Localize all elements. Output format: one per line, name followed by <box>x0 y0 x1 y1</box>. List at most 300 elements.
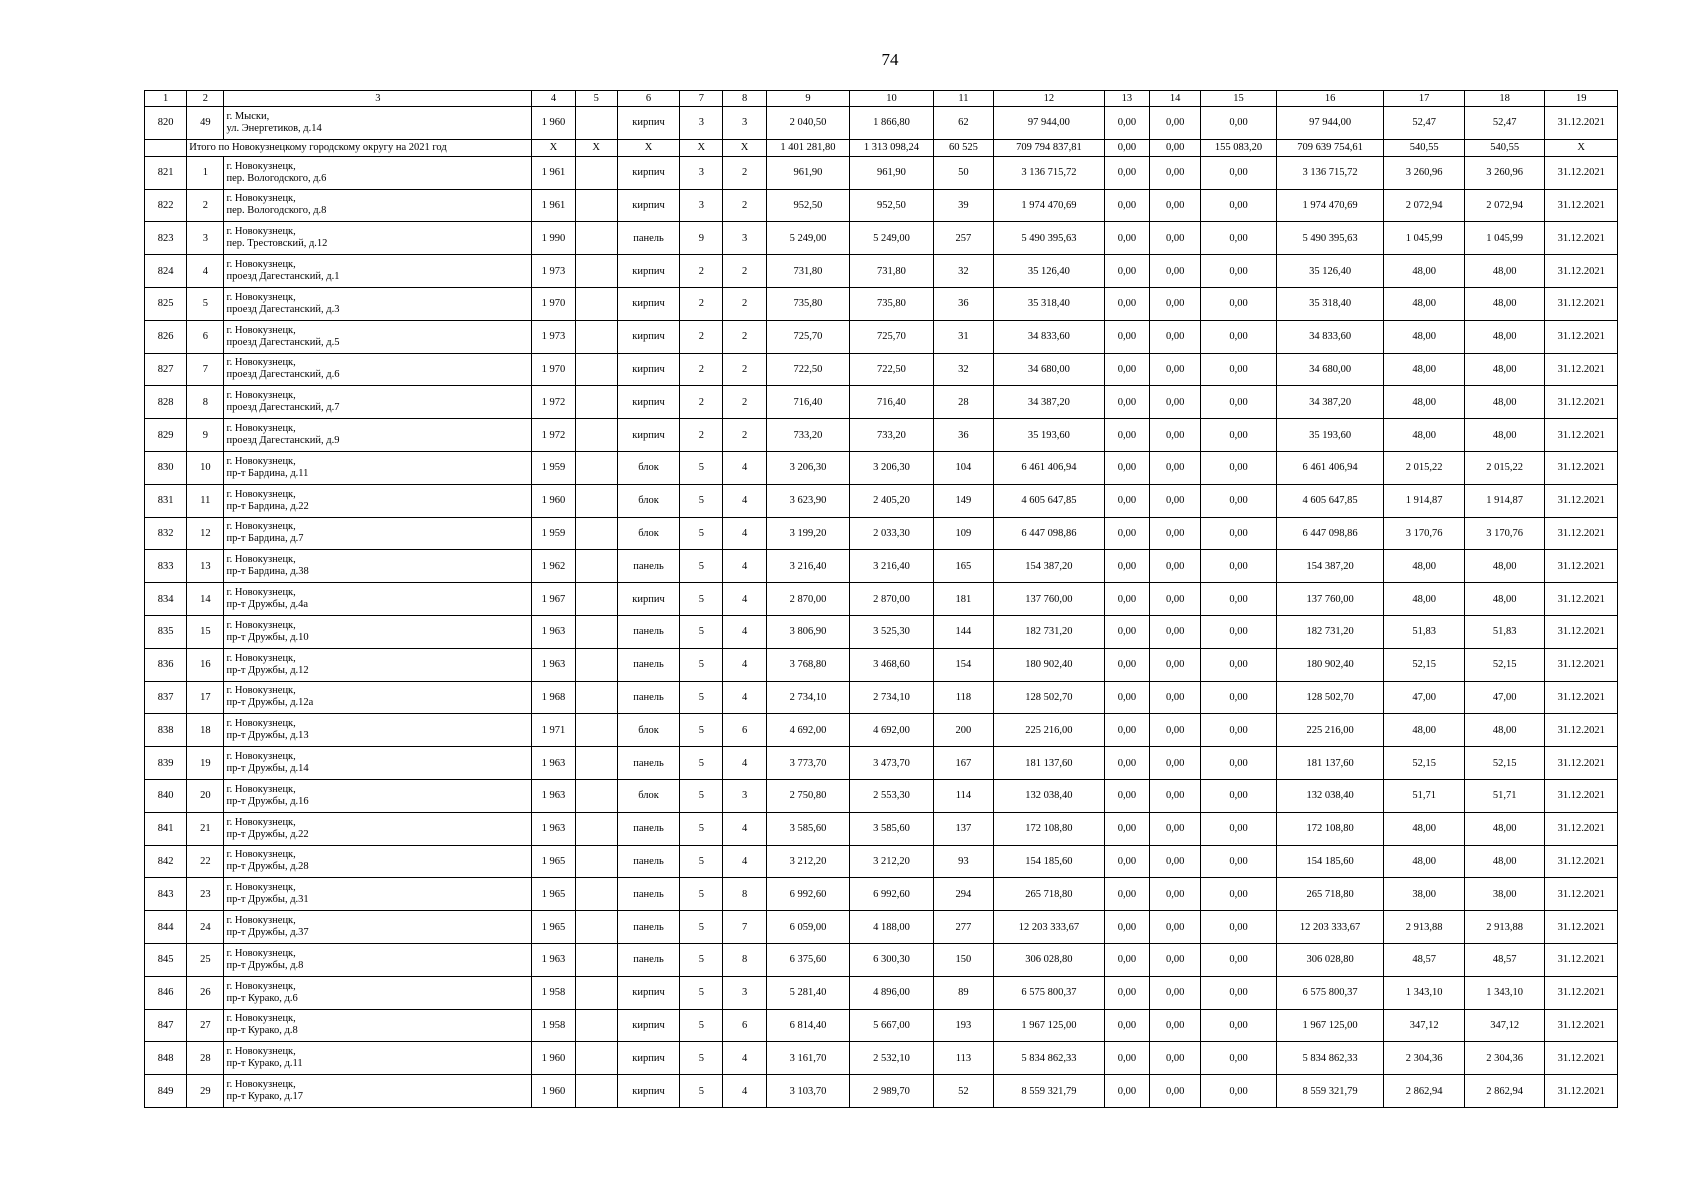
table-cell: 154 185,60 <box>994 845 1105 878</box>
table-cell: 1 968 <box>532 681 575 714</box>
table-cell: 97 944,00 <box>994 107 1105 140</box>
table-cell: 0,00 <box>1201 878 1276 911</box>
table-cell: 89 <box>933 976 993 1009</box>
table-cell: 34 680,00 <box>1276 353 1384 386</box>
row-number-cell: 825 <box>145 287 187 320</box>
table-cell: 31.12.2021 <box>1545 320 1618 353</box>
table-cell: 2 040,50 <box>766 107 850 140</box>
address-city: г. Новокузнецк, <box>226 488 296 500</box>
table-cell: 1 958 <box>532 976 575 1009</box>
table-cell <box>575 1009 617 1042</box>
table-cell: 5 <box>680 648 723 681</box>
address-city: г. Новокузнецк, <box>226 947 296 959</box>
table-cell: 60 525 <box>933 139 993 156</box>
address-street: пр-т Курако, д.11 <box>226 1058 303 1070</box>
table-cell: панель <box>617 648 679 681</box>
table-cell: 4 <box>723 583 766 616</box>
table-cell: 48,00 <box>1384 550 1464 583</box>
row-number-cell: 838 <box>145 714 187 747</box>
table-cell: 2 304,36 <box>1384 1042 1464 1075</box>
table-cell: 2 <box>723 156 766 189</box>
table-cell: 2 405,20 <box>850 484 934 517</box>
subrow-number-cell: 26 <box>187 976 224 1009</box>
page-number: 74 <box>881 50 899 69</box>
table-cell: X <box>532 139 575 156</box>
table-cell: 4 <box>723 747 766 780</box>
table-cell: 2 304,36 <box>1464 1042 1544 1075</box>
address-cell <box>224 583 532 616</box>
address-street: пер. Трестовский, д.12 <box>226 238 328 250</box>
address-cell <box>224 353 532 386</box>
address-cell <box>224 189 532 222</box>
table-cell: 0,00 <box>1150 779 1201 812</box>
table-cell: 3 806,90 <box>766 615 850 648</box>
column-header: 14 <box>1150 91 1201 107</box>
table-cell <box>145 139 187 156</box>
table-cell: 4 <box>723 845 766 878</box>
table-cell: 4 <box>723 1075 766 1108</box>
table-cell: 0,00 <box>1104 517 1149 550</box>
table-cell: 0,00 <box>1201 747 1276 780</box>
table-cell: 165 <box>933 550 993 583</box>
table-cell: 6 814,40 <box>766 1009 850 1042</box>
table-cell: 48,57 <box>1384 943 1464 976</box>
table-cell: 0,00 <box>1150 287 1201 320</box>
column-header: 8 <box>723 91 766 107</box>
table-cell: 0,00 <box>1201 943 1276 976</box>
table-cell: 0,00 <box>1104 107 1149 140</box>
address-street: пр-т Дружбы, д.22 <box>226 828 309 840</box>
table-cell: 181 137,60 <box>1276 747 1384 780</box>
table-cell: кирпич <box>617 1009 679 1042</box>
column-header: 3 <box>224 91 532 107</box>
table-cell: панель <box>617 812 679 845</box>
table-cell: 952,50 <box>766 189 850 222</box>
table-cell: 31 <box>933 320 993 353</box>
table-cell: 109 <box>933 517 993 550</box>
address-street: пр-т Дружбы, д.28 <box>226 861 309 873</box>
table-cell: 2 <box>723 320 766 353</box>
address-street: пр-т Дружбы, д.16 <box>226 795 309 807</box>
table-cell: 3 170,76 <box>1464 517 1544 550</box>
table-cell: 3 136 715,72 <box>1276 156 1384 189</box>
address-city: г. Новокузнецк, <box>226 160 296 172</box>
table-cell: 200 <box>933 714 993 747</box>
address-cell <box>224 1042 532 1075</box>
table-cell: 3 212,20 <box>850 845 934 878</box>
table-cell: панель <box>617 911 679 944</box>
column-header: 13 <box>1104 91 1149 107</box>
table-cell: панель <box>617 845 679 878</box>
table-cell: 5 <box>680 779 723 812</box>
row-number-cell: 844 <box>145 911 187 944</box>
subrow-number-cell: 14 <box>187 583 224 616</box>
table-cell: 0,00 <box>1104 911 1149 944</box>
address-street: проезд Дагестанский, д.6 <box>226 369 340 381</box>
address-cell <box>224 517 532 550</box>
housing-register-table <box>144 90 1618 1108</box>
table-cell: 0,00 <box>1150 255 1201 288</box>
table-cell: 31.12.2021 <box>1545 911 1618 944</box>
table-cell: 2 072,94 <box>1384 189 1464 222</box>
table-cell: 0,00 <box>1104 714 1149 747</box>
table-cell: 31.12.2021 <box>1545 107 1618 140</box>
table-cell <box>575 878 617 911</box>
address-street: пр-т Дружбы, д.4а <box>226 599 309 611</box>
table-cell: 1 963 <box>532 747 575 780</box>
table-cell: 35 193,60 <box>1276 419 1384 452</box>
address-street: пр-т Бардина, д.11 <box>226 467 309 479</box>
table-cell: 0,00 <box>1104 615 1149 648</box>
table-cell: X <box>617 139 679 156</box>
table-cell: 31.12.2021 <box>1545 1009 1618 1042</box>
row-number-cell: 843 <box>145 878 187 911</box>
table-cell: 0,00 <box>1150 583 1201 616</box>
row-number-cell: 839 <box>145 747 187 780</box>
table-cell: 39 <box>933 189 993 222</box>
table-cell: 6 059,00 <box>766 911 850 944</box>
address-cell <box>224 222 532 255</box>
table-cell: 0,00 <box>1150 419 1201 452</box>
table-cell: 31.12.2021 <box>1545 222 1618 255</box>
column-header: 10 <box>850 91 934 107</box>
table-row <box>145 451 1618 484</box>
table-cell: X <box>680 139 723 156</box>
row-number-cell: 837 <box>145 681 187 714</box>
row-number-cell: 848 <box>145 1042 187 1075</box>
table-cell: панель <box>617 550 679 583</box>
table-cell: 0,00 <box>1150 747 1201 780</box>
table-cell: 2 913,88 <box>1384 911 1464 944</box>
table-cell: 277 <box>933 911 993 944</box>
table-cell: 8 559 321,79 <box>1276 1075 1384 1108</box>
address-cell <box>224 156 532 189</box>
table-cell: 1 960 <box>532 1075 575 1108</box>
table-cell: 8 <box>723 878 766 911</box>
table-cell: 3 206,30 <box>850 451 934 484</box>
row-number-cell: 835 <box>145 615 187 648</box>
table-cell <box>575 222 617 255</box>
table-cell: 34 833,60 <box>994 320 1105 353</box>
table-row <box>145 714 1618 747</box>
table-cell: 0,00 <box>1150 911 1201 944</box>
table-cell: 3 768,80 <box>766 648 850 681</box>
table-cell: кирпич <box>617 320 679 353</box>
table-cell: 118 <box>933 681 993 714</box>
table-row <box>145 681 1618 714</box>
table-cell: 31.12.2021 <box>1545 714 1618 747</box>
table-cell: 725,70 <box>766 320 850 353</box>
table-cell: 93 <box>933 845 993 878</box>
table-cell: 1 990 <box>532 222 575 255</box>
table-cell: 0,00 <box>1104 451 1149 484</box>
address-city: г. Новокузнецк, <box>226 587 296 599</box>
table-cell: 7 <box>723 911 766 944</box>
table-cell: 0,00 <box>1104 353 1149 386</box>
table-cell: 181 <box>933 583 993 616</box>
table-cell: 0,00 <box>1150 484 1201 517</box>
table-cell: 47,00 <box>1384 681 1464 714</box>
table-cell: 1 967 125,00 <box>994 1009 1105 1042</box>
table-cell: кирпич <box>617 255 679 288</box>
table-cell: 5 <box>680 1042 723 1075</box>
address-cell <box>224 451 532 484</box>
table-cell: 5 490 395,63 <box>1276 222 1384 255</box>
table-cell: 28 <box>933 386 993 419</box>
table-cell: 181 137,60 <box>994 747 1105 780</box>
table-cell: 0,00 <box>1201 812 1276 845</box>
address-cell <box>224 107 532 140</box>
table-cell: 0,00 <box>1104 747 1149 780</box>
table-cell: 952,50 <box>850 189 934 222</box>
subrow-number-cell: 19 <box>187 747 224 780</box>
address-city: г. Мыски, <box>226 110 270 122</box>
subrow-number-cell: 1 <box>187 156 224 189</box>
table-cell: 1 959 <box>532 451 575 484</box>
table-cell <box>575 648 617 681</box>
subrow-number-cell: 23 <box>187 878 224 911</box>
table-cell: 3 216,40 <box>766 550 850 583</box>
table-cell: 0,00 <box>1150 714 1201 747</box>
address-city: г. Новокузнецк, <box>226 619 296 631</box>
table-cell: 2 015,22 <box>1464 451 1544 484</box>
table-cell: 128 502,70 <box>1276 681 1384 714</box>
row-number-cell: 832 <box>145 517 187 550</box>
table-cell: 0,00 <box>1150 320 1201 353</box>
table-cell: 1 963 <box>532 615 575 648</box>
table-row <box>145 1075 1618 1108</box>
table-cell: 32 <box>933 255 993 288</box>
table-cell: 0,00 <box>1150 451 1201 484</box>
table-cell: 1 963 <box>532 943 575 976</box>
table-cell: 6 <box>723 714 766 747</box>
table-cell: 961,90 <box>850 156 934 189</box>
table-cell: 0,00 <box>1201 320 1276 353</box>
table-cell: 3 212,20 <box>766 845 850 878</box>
table-cell: 733,20 <box>766 419 850 452</box>
table-cell: 31.12.2021 <box>1545 648 1618 681</box>
table-cell: 6 <box>723 1009 766 1042</box>
table-cell: 35 318,40 <box>994 287 1105 320</box>
subrow-number-cell: 22 <box>187 845 224 878</box>
table-cell: 51,83 <box>1384 615 1464 648</box>
table-cell: 5 <box>680 550 723 583</box>
table-cell: 0,00 <box>1104 845 1149 878</box>
table-cell: 48,00 <box>1464 845 1544 878</box>
table-cell: 0,00 <box>1201 451 1276 484</box>
table-cell: 0,00 <box>1201 386 1276 419</box>
table-cell: 50 <box>933 156 993 189</box>
table-cell: 182 731,20 <box>994 615 1105 648</box>
table-cell: 48,00 <box>1384 320 1464 353</box>
table-cell: 0,00 <box>1150 1009 1201 1042</box>
table-cell: 1 963 <box>532 812 575 845</box>
table-cell <box>575 583 617 616</box>
table-cell: 0,00 <box>1150 189 1201 222</box>
table-cell: 4 <box>723 451 766 484</box>
table-cell <box>575 747 617 780</box>
table-cell: 1 045,99 <box>1464 222 1544 255</box>
total-label-cell: Итого по Новокузнецкому городскому округу на 2021 год <box>187 139 532 156</box>
address-city: г. Новокузнецк, <box>226 291 296 303</box>
address-city: г. Новокузнецк, <box>226 816 296 828</box>
table-cell: кирпич <box>617 189 679 222</box>
subrow-number-cell: 18 <box>187 714 224 747</box>
table-cell: 1 967 125,00 <box>1276 1009 1384 1042</box>
table-cell: 52,15 <box>1384 747 1464 780</box>
table-cell: 34 833,60 <box>1276 320 1384 353</box>
table-cell: кирпич <box>617 353 679 386</box>
table-cell: 48,00 <box>1384 714 1464 747</box>
table-cell <box>575 255 617 288</box>
table-cell: 0,00 <box>1104 583 1149 616</box>
total-row <box>145 139 1618 156</box>
table-cell: 0,00 <box>1201 583 1276 616</box>
table-cell: 31.12.2021 <box>1545 1075 1618 1108</box>
table-cell: 0,00 <box>1201 779 1276 812</box>
table-cell: 8 <box>723 943 766 976</box>
header-row <box>145 91 1618 107</box>
address-cell <box>224 878 532 911</box>
table-cell <box>575 419 617 452</box>
table-cell: 38,00 <box>1464 878 1544 911</box>
table-cell: 38,00 <box>1384 878 1464 911</box>
table-cell: 31.12.2021 <box>1545 451 1618 484</box>
table-cell: 48,00 <box>1464 583 1544 616</box>
table-cell: 0,00 <box>1201 419 1276 452</box>
table-cell: 2 <box>723 419 766 452</box>
table-cell: 4 896,00 <box>850 976 934 1009</box>
table-cell: 2 734,10 <box>766 681 850 714</box>
table-cell: 34 387,20 <box>994 386 1105 419</box>
table-cell: 1 914,87 <box>1384 484 1464 517</box>
table-cell: 5 <box>680 1075 723 1108</box>
table-cell: 3 <box>723 779 766 812</box>
table-cell: блок <box>617 714 679 747</box>
table-cell: 62 <box>933 107 993 140</box>
table-cell: 0,00 <box>1201 550 1276 583</box>
table-cell: 1 974 470,69 <box>1276 189 1384 222</box>
table-cell: 2 870,00 <box>850 583 934 616</box>
address-street: проезд Дагестанский, д.7 <box>226 402 340 414</box>
table-cell: 31.12.2021 <box>1545 353 1618 386</box>
address-cell <box>224 943 532 976</box>
subrow-number-cell: 9 <box>187 419 224 452</box>
table-cell: 733,20 <box>850 419 934 452</box>
table-row <box>145 550 1618 583</box>
table-cell: 0,00 <box>1104 878 1149 911</box>
table-row <box>145 156 1618 189</box>
table-cell: 0,00 <box>1104 139 1149 156</box>
table-cell: 48,00 <box>1464 287 1544 320</box>
table-cell: 540,55 <box>1384 139 1464 156</box>
table-cell: 0,00 <box>1201 1042 1276 1075</box>
table-cell: 154 387,20 <box>994 550 1105 583</box>
subrow-number-cell: 8 <box>187 386 224 419</box>
table-cell: 2 <box>723 353 766 386</box>
table-cell: 154 387,20 <box>1276 550 1384 583</box>
column-header: 19 <box>1545 91 1618 107</box>
table-cell: 2 015,22 <box>1384 451 1464 484</box>
address-street: пр-т Дружбы, д.13 <box>226 730 309 742</box>
table-cell: 31.12.2021 <box>1545 156 1618 189</box>
table-cell: 0,00 <box>1201 255 1276 288</box>
table-row <box>145 779 1618 812</box>
table-row <box>145 615 1618 648</box>
table-cell: 1 962 <box>532 550 575 583</box>
table-cell: 0,00 <box>1150 386 1201 419</box>
table-cell: блок <box>617 779 679 812</box>
address-city: г. Новокузнецк, <box>226 259 296 271</box>
table-cell: 48,00 <box>1384 845 1464 878</box>
table-cell: 306 028,80 <box>1276 943 1384 976</box>
table-cell: 52,47 <box>1464 107 1544 140</box>
address-cell <box>224 681 532 714</box>
table-cell: 180 902,40 <box>1276 648 1384 681</box>
table-cell <box>575 615 617 648</box>
address-cell <box>224 911 532 944</box>
table-cell <box>575 845 617 878</box>
table-cell: X <box>575 139 617 156</box>
table-cell: 35 126,40 <box>1276 255 1384 288</box>
table-cell: 3 <box>723 222 766 255</box>
table-cell: 47,00 <box>1464 681 1544 714</box>
address-cell <box>224 419 532 452</box>
address-city: г. Новокузнецк, <box>226 455 296 467</box>
address-city: г. Новокузнецк, <box>226 882 296 894</box>
table-cell: 0,00 <box>1201 222 1276 255</box>
table-cell: кирпич <box>617 386 679 419</box>
table-cell <box>575 156 617 189</box>
table-cell: 0,00 <box>1201 714 1276 747</box>
table-cell: 0,00 <box>1104 943 1149 976</box>
address-cell <box>224 845 532 878</box>
table-cell: 6 992,60 <box>766 878 850 911</box>
table-cell <box>575 812 617 845</box>
column-header: 16 <box>1276 91 1384 107</box>
table-cell: 5 <box>680 845 723 878</box>
table-cell: 48,00 <box>1384 419 1464 452</box>
address-cell <box>224 615 532 648</box>
table-cell: 31.12.2021 <box>1545 976 1618 1009</box>
table-cell: панель <box>617 681 679 714</box>
table-cell: 182 731,20 <box>1276 615 1384 648</box>
table-cell: 48,00 <box>1464 714 1544 747</box>
row-number-cell: 847 <box>145 1009 187 1042</box>
address-street: пр-т Дружбы, д.10 <box>226 631 309 643</box>
table-cell: 5 <box>680 747 723 780</box>
table-cell: 1 313 098,24 <box>850 139 934 156</box>
address-cell <box>224 1009 532 1042</box>
table-cell: 0,00 <box>1150 156 1201 189</box>
table-cell: 347,12 <box>1464 1009 1544 1042</box>
table-cell: 4 <box>723 615 766 648</box>
table-cell: 1 974 470,69 <box>994 189 1105 222</box>
table-cell: 31.12.2021 <box>1545 583 1618 616</box>
table-row <box>145 943 1618 976</box>
table-cell: 5 249,00 <box>766 222 850 255</box>
address-cell <box>224 779 532 812</box>
table-cell: кирпич <box>617 107 679 140</box>
address-cell <box>224 320 532 353</box>
address-city: г. Новокузнецк, <box>226 390 296 402</box>
table-cell: 0,00 <box>1201 681 1276 714</box>
address-city: г. Новокузнецк, <box>226 324 296 336</box>
table-cell: 31.12.2021 <box>1545 517 1618 550</box>
table-cell: 0,00 <box>1150 845 1201 878</box>
table-cell: кирпич <box>617 156 679 189</box>
table-cell: 5 667,00 <box>850 1009 934 1042</box>
